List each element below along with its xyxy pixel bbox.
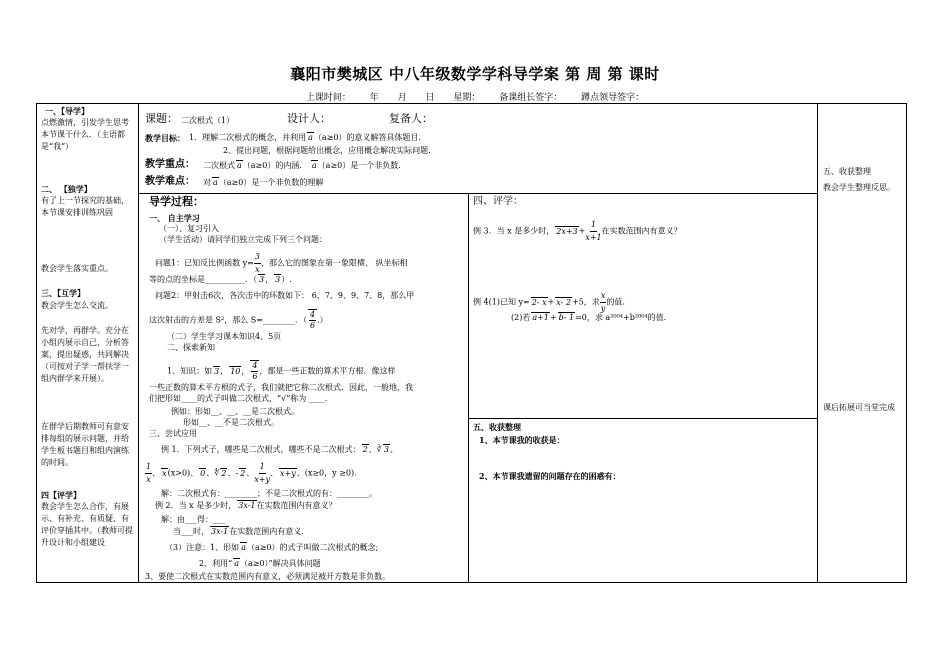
guide-s1b: （学生活动）请同学们独立完成下列三个问题： [159, 235, 327, 244]
right-r2: 教会学生整理反思。 [823, 183, 895, 192]
col-divider [138, 104, 139, 582]
example-1: 例 1．下列式子，哪些是二次根式，哪些不是二次根式： 2、∛ 3、 [161, 445, 398, 454]
left-s2-title: 二、 【独学】 [41, 184, 92, 194]
lesson-table [36, 103, 907, 583]
guide-s2b: 二、探索新知 [167, 343, 215, 352]
page-title: 襄阳市樊城区 中八年级数学学科导学案 第 周 第 课时 [290, 65, 660, 83]
designer-label: 设计人： [287, 112, 331, 125]
knowledge-3: 们把形如____的式子叫做二次根式，“√”称为 ____. [149, 394, 328, 403]
key-text: 二次根式 a（a≥0）的内涵． a（a≥0）是一个非负数． [203, 161, 407, 170]
right-r3: 课后拓展可当堂完成 [823, 403, 895, 412]
example-1-list: $\frac{1}{x}$ 、 x(x>0)、 0、∜ 2、- 2、 $\frac{1}{x+y}$ 、 x+y、(x≥0，y ≥0)． [146, 462, 363, 484]
eval-example-4: 例 4(1)已知 y= 2- x+ x- 2+5，求 $\frac{x}{y}$ 的值. [473, 291, 625, 313]
left-s4-title: 四【评学】 [41, 490, 81, 500]
left-s2-body: 有了上一节探究的基础，本节课安排训练巩固 [41, 196, 129, 217]
left-s2-extra: 教会学生落实重点。 [41, 264, 113, 273]
guide-s2a: （二）学生学习课本知识4、5页 [167, 332, 282, 341]
left-s3-b: 先对学，再群学。充分在小组内展示自己，分析答案，提出疑惑，共同解决（可按对子学一帮扶学一组内群学来开展）。 [41, 326, 129, 383]
meta-day: 日 [425, 93, 435, 103]
goal-2: 2、提出问题，根据问题给出概念，应用概念解决实际问题． [223, 146, 437, 155]
solution-1: 解：由___得：___ [161, 515, 225, 524]
meta-weekday: 星期： [453, 93, 481, 103]
meta-leader-sign: 蹲点领导签字： [581, 93, 645, 103]
meta-time: 上课时间： [305, 93, 351, 103]
eval-example-4b: (2)若 a+1+ b- 1=0，求 a²⁰⁰⁴+b²⁰⁰⁴的值. [511, 313, 667, 322]
note-1: （3）注意：1、形如 a（a≥0）的式子叫做二次根式的概念; [165, 543, 379, 552]
key-label: 教学重点： [145, 159, 195, 170]
difficulty-label: 教学难点： [145, 176, 195, 187]
meta-group-sign: 备课组长签字： [499, 93, 563, 103]
question-2: 问题2：甲射击6次，各次击中的环数如下： 6、7、9、9、7、8，那么甲 [155, 291, 415, 300]
topic-label: 课题： [145, 112, 178, 125]
difficulty-text: 对 a（a≥0）是一个非负数的理解 [203, 178, 324, 187]
meta-year: 年 [369, 93, 379, 103]
topic: 二次根式（1） [181, 116, 235, 125]
preparer-label: 复备人： [389, 112, 433, 125]
question-1: 问题1：已知反比例函数 y= $\frac{3}{x}$ ，那么它的图象在第一象限横、 纵坐标相 [155, 252, 408, 274]
question-2b: 这次射击的方差是 S²，那么 S=________．（ $\frac{4}{6}$ .） [149, 310, 328, 330]
summary-q2: 2、本节课我遗留的问题存在的困惑有： [479, 471, 621, 481]
example-form-1: 例如：形如__、__、__是二次根式。 [171, 407, 299, 416]
example-form-2: 形如__、__不是二次根式。 [183, 418, 279, 427]
eval-example-3: 例 3．当 x 是多少时， 2x+3+ $\frac{1}{x+1}$ 在实数范围内有意义？ [473, 220, 682, 242]
answer-1: 解：二次根式有：________；不是二次根式的有：________。 [161, 489, 377, 498]
row-divider [468, 418, 817, 419]
meta-line [0, 90, 950, 103]
left-s1-title: 一、【导学】 [45, 106, 89, 116]
left-s4-body: 教会学生怎么合作，有展示、有补充、有质疑、有评价穿插其中。（教师可提升设计和小组建设 [41, 502, 133, 547]
eval-heading: 四、评学： [473, 196, 523, 207]
col-divider [817, 104, 818, 582]
goal-1: 1．理解二次根式的概念，并利用 a（a≥0）的意义解答具体题目． [189, 133, 427, 142]
question-1b: 等的点的坐标是__________．（ 3， 3）. [149, 275, 292, 284]
right-r1: 五、收获整理 [823, 167, 871, 176]
example-2: 例 2．当 x 是多少时， 3x-1在实数范围内有意义？ [155, 501, 337, 510]
knowledge-1: 1、知识：如 3， 10， $\frac{4}{6}$ ，都是一些正数的算术平方根．像这样 [167, 361, 396, 381]
left-s1-body: 点燃激情，引发学生思考本节课干什么．（主语都是“我”） [41, 118, 129, 151]
left-s3-a: 教会学生怎么交流。 [41, 301, 113, 310]
note-2: 2、利用“ a（a≥0）”解决具体问题 [199, 559, 321, 568]
summary-heading: 五、收获整理 [473, 422, 521, 432]
left-s3-c: 在群学后期教师可有意安排每组的展示问题，并给学生板书题目和组内演练的时间。 [41, 422, 129, 467]
left-s3-title: 三、【互学】 [41, 288, 85, 298]
col-divider [468, 193, 469, 582]
guide-s1a: （一）、复习引入 [159, 224, 219, 233]
goal-label: 教学目标： [145, 133, 185, 143]
row-divider [138, 193, 817, 194]
guide-heading: 导学过程： [149, 195, 204, 208]
note-3: 3、要使二次根式在实数范围内有意义，必须满足被开方数是非负数。 [145, 572, 391, 581]
meta-month: 月 [397, 93, 407, 103]
knowledge-2: 一些正数的算术平方根的式子，我们就把它称二次根式．因此，一般地，我 [149, 383, 413, 392]
summary-q1: 1、本节课我的收获是： [479, 435, 565, 445]
guide-s3: 三、尝试应用 [149, 429, 197, 438]
solution-2: 当___时， 3x-1在实数范围内有意义． [173, 527, 310, 536]
guide-s1: 一、 自主学习 [149, 213, 200, 223]
